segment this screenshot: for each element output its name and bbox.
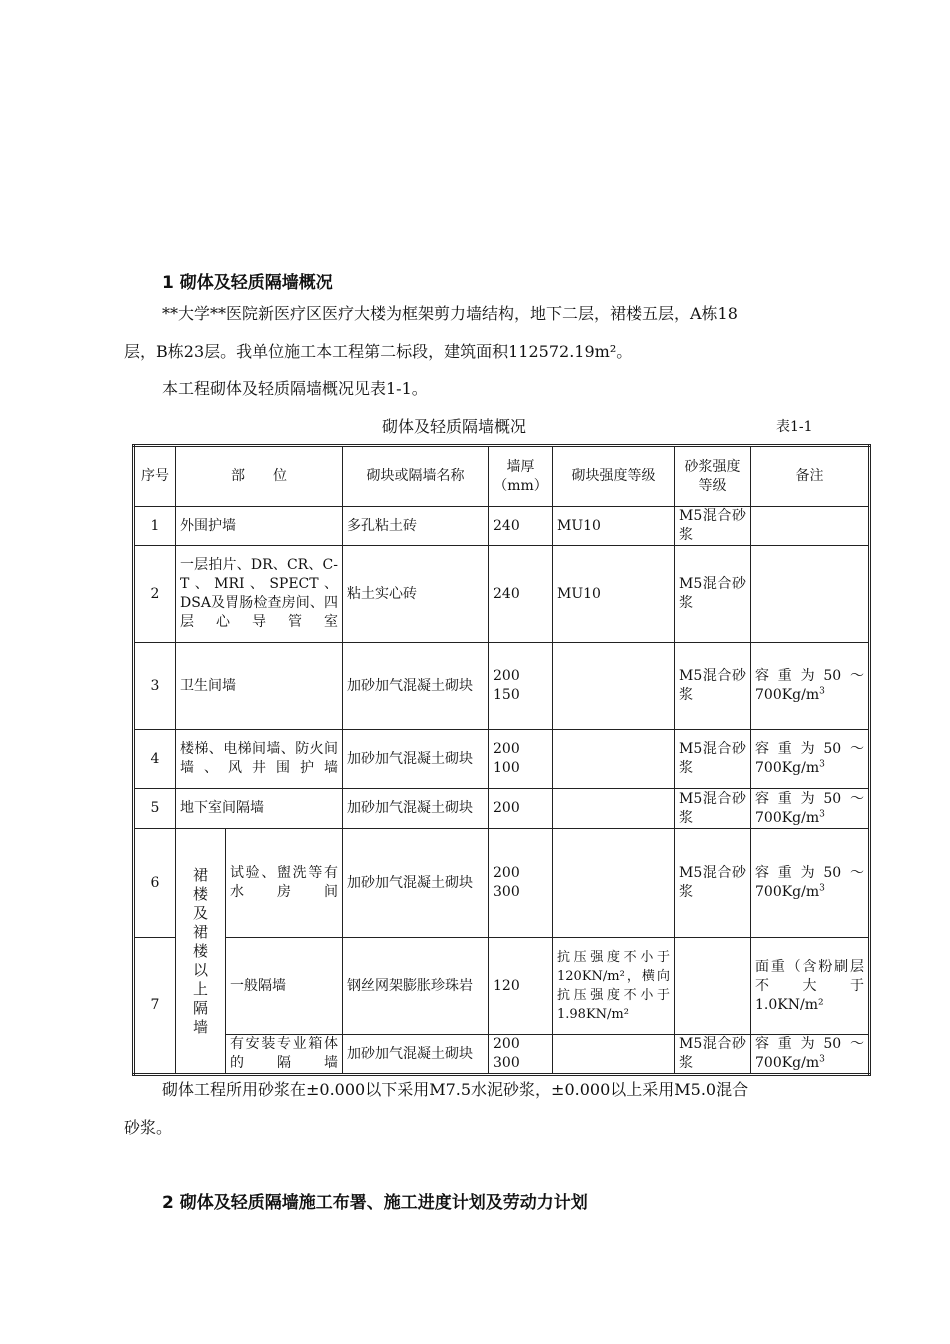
cell-thickness: 120 — [489, 938, 553, 1035]
header-mortar: 砂浆强度等级 — [675, 446, 751, 507]
table-number: 表1-1 — [776, 419, 813, 435]
table-header-row — [134, 446, 870, 507]
cell-note: 面重（含粉刷层不大于1.0KN/m² — [751, 938, 870, 1035]
cell-note: 容重为$50\sim 700Kg/m^3$ — [751, 789, 870, 829]
mortar-note-line-1: 砌体工程所用砂浆在±0.000以下采用M7.5水泥砂浆，±0.000以上采用M5.0混合 — [162, 1080, 749, 1099]
cell-location: 一般隔墙 — [226, 938, 343, 1035]
header-note: 备注 — [751, 446, 870, 507]
cell-thickness: 200 300 — [489, 829, 553, 938]
cell-location: 试验、盥洗等有水房间 — [226, 829, 343, 938]
cell-strength — [553, 789, 675, 829]
cell-strength — [553, 829, 675, 938]
cell-strength: 抗压强度不小于120KN/m²，横向抗压强度不小于1.98KN/m² — [553, 938, 675, 1035]
cell-strength — [553, 643, 675, 730]
table-row — [134, 730, 870, 789]
cell-mortar: M5混合砂浆 — [675, 730, 751, 789]
cell-note — [751, 546, 870, 643]
cell-mortar — [675, 938, 751, 1035]
cell-mortar: M5混合砂浆 — [675, 789, 751, 829]
table-row — [134, 507, 870, 546]
cell-note: 容重为$50\sim 700Kg/m^3$ — [751, 1035, 870, 1075]
cell-thickness: 200 — [489, 789, 553, 829]
cell-strength — [553, 1035, 675, 1075]
cell-strength — [553, 730, 675, 789]
cell-seq: 1 — [134, 507, 176, 546]
intro-table-ref: 本工程砌体及轻质隔墙概况见表1-1。 — [162, 379, 428, 398]
cell-seq: 4 — [134, 730, 176, 789]
group-label-podium-walls: 裙楼及裙楼以上隔墙 — [176, 829, 226, 1075]
header-seq: 序号 — [134, 446, 176, 507]
cell-location: 楼梯、电梯间墙、防火间墙、风井围护墙 — [176, 730, 343, 789]
intro-line-2: 层，B栋23层。我单位施工本工程第二标段，建筑面积112572.19m²。 — [124, 342, 633, 361]
cell-mortar: M5混合砂浆 — [675, 1035, 751, 1075]
cell-note: 容重为$50\sim 700Kg/m^3$ — [751, 829, 870, 938]
cell-thickness: 240 — [489, 507, 553, 546]
table-row — [134, 643, 870, 730]
cell-note — [751, 507, 870, 546]
section-1-heading: 1 砌体及轻质隔墙概况 — [162, 273, 333, 293]
cell-strength: MU10 — [553, 546, 675, 643]
header-name: 砌块或隔墙名称 — [343, 446, 489, 507]
header-strength: 砌块强度等级 — [553, 446, 675, 507]
intro-line-1: **大学**医院新医疗区医疗大楼为框架剪力墙结构，地下二层，裙楼五层，A栋18 — [162, 304, 738, 323]
cell-mortar: M5混合砂浆 — [675, 546, 751, 643]
cell-mortar: M5混合砂浆 — [675, 829, 751, 938]
cell-seq: 2 — [134, 546, 176, 643]
cell-location: 地下室间隔墙 — [176, 789, 343, 829]
table-row — [134, 938, 870, 1035]
cell-name: 钢丝网架膨胀珍珠岩 — [343, 938, 489, 1035]
cell-name: 加砂加气混凝土砌块 — [343, 829, 489, 938]
cell-location: 外围护墙 — [176, 507, 343, 546]
cell-seq: 7 — [134, 938, 176, 1075]
cell-location: 有安装专业箱体的隔墙 — [226, 1035, 343, 1075]
cell-note: 容重为$50\sim 700Kg/m^3$ — [751, 643, 870, 730]
cell-location: 一层拍片、DR、CR、C-T、MRI、SPECT、DSA及胃肠检查房间、四层心导管室 — [176, 546, 343, 643]
cell-name: 粘土实心砖 — [343, 546, 489, 643]
cell-thickness: 240 — [489, 546, 553, 643]
cell-note: 容重为$50\sim 700Kg/m^3$ — [751, 730, 870, 789]
cell-thickness: 200 300 — [489, 1035, 553, 1075]
cell-seq: 3 — [134, 643, 176, 730]
cell-location: 卫生间墙 — [176, 643, 343, 730]
mortar-note-line-2: 砂浆。 — [124, 1118, 173, 1137]
cell-name: 加砂加气混凝土砌块 — [343, 789, 489, 829]
table-caption: 砌体及轻质隔墙概况 — [382, 417, 527, 436]
header-location: 部 位 — [176, 446, 343, 507]
cell-name: 加砂加气混凝土砌块 — [343, 730, 489, 789]
cell-thickness: 200 100 — [489, 730, 553, 789]
table-row — [134, 1035, 870, 1075]
cell-name: 加砂加气混凝土砌块 — [343, 643, 489, 730]
cell-name: 加砂加气混凝土砌块 — [343, 1035, 489, 1075]
table-row — [134, 829, 870, 938]
cell-seq: 6 — [134, 829, 176, 938]
table-row — [134, 789, 870, 829]
cell-mortar: M5混合砂浆 — [675, 507, 751, 546]
section-2-heading: 2 砌体及轻质隔墙施工布署、施工进度计划及劳动力计划 — [162, 1193, 588, 1213]
cell-thickness: 200 150 — [489, 643, 553, 730]
cell-seq: 5 — [134, 789, 176, 829]
header-thickness: 墙厚（mm） — [489, 446, 553, 507]
cell-name: 多孔粘土砖 — [343, 507, 489, 546]
cell-mortar: M5混合砂浆 — [675, 643, 751, 730]
table-row — [134, 546, 870, 643]
cell-strength: MU10 — [553, 507, 675, 546]
wall-overview-table — [132, 444, 871, 1076]
